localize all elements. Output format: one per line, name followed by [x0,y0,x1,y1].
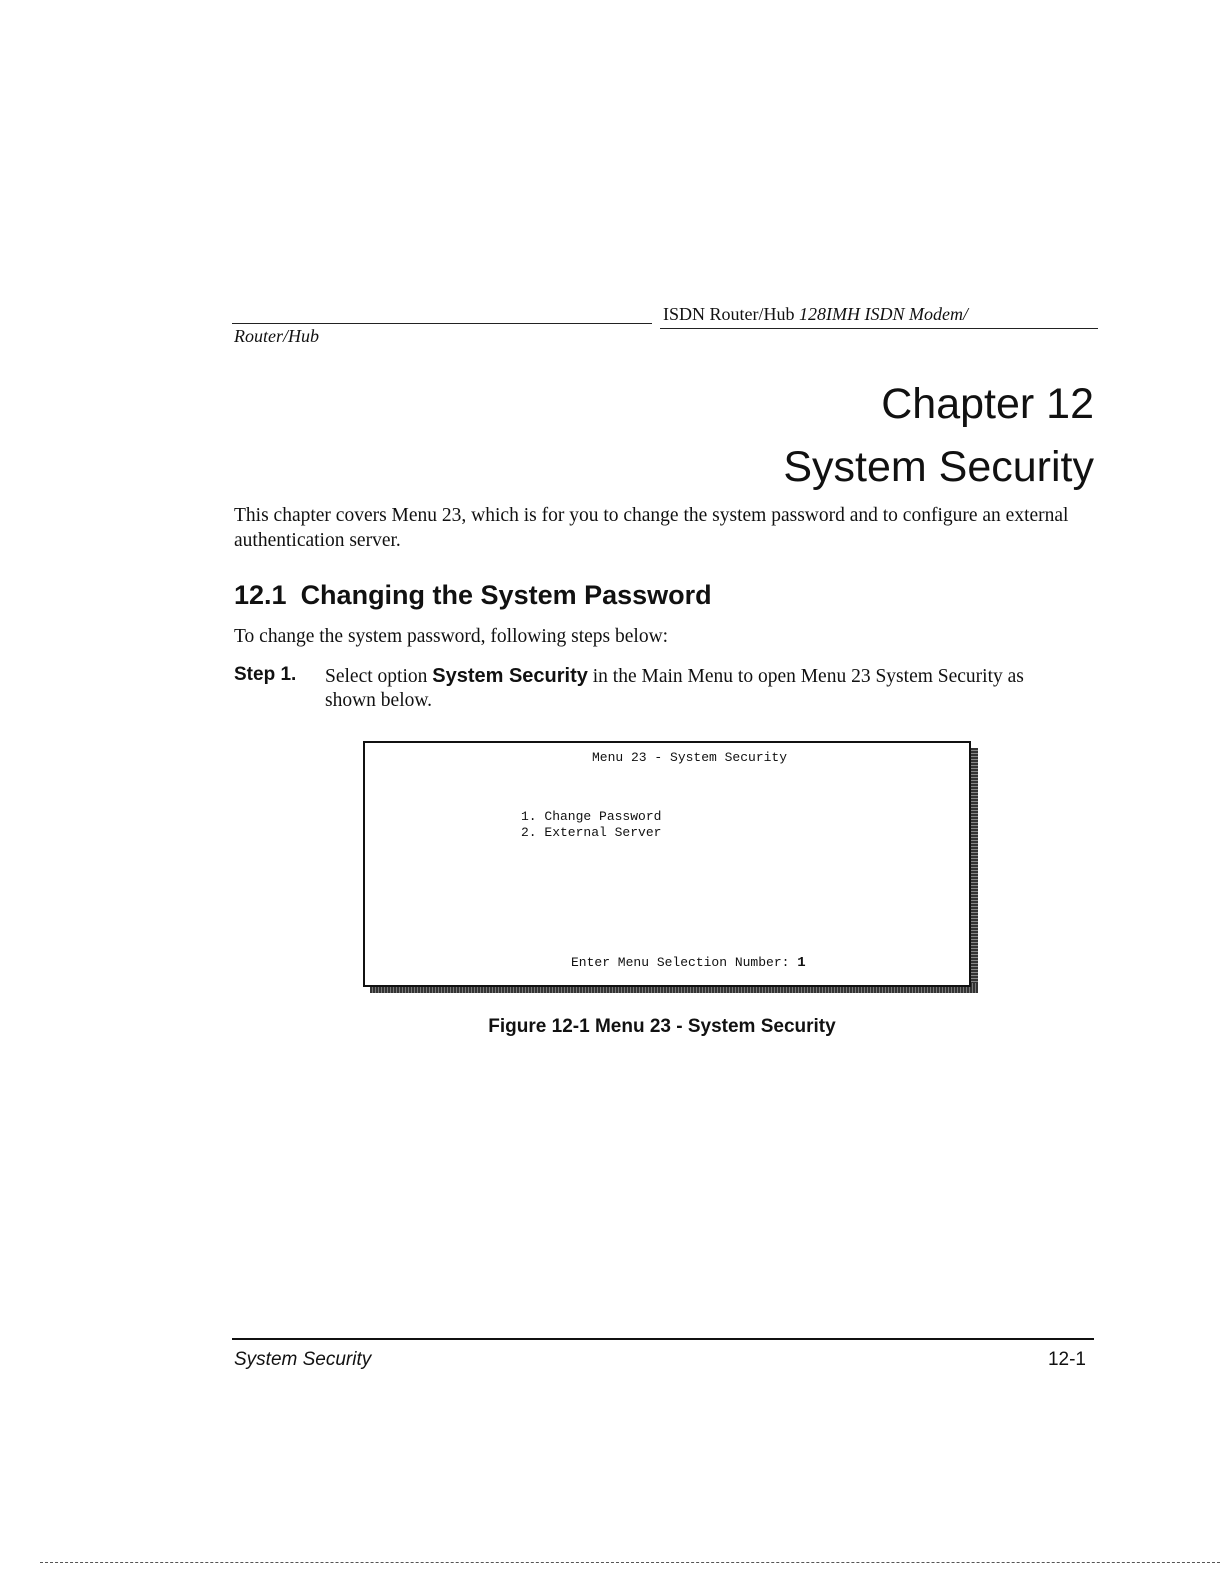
scan-page-edge [40,1562,1220,1563]
header-product-name: ISDN Router/Hub [663,304,795,324]
lead-paragraph: To change the system password, following steps below: [234,626,669,647]
running-header-right [663,304,968,325]
running-header-left: Router/Hub [234,326,319,346]
screen-title: Menu 23 - System Security [592,750,788,765]
footer-section-name: System Security [234,1349,372,1370]
footer-page-number: 12-1 [1047,1349,1086,1370]
step-label: Step 1. [234,664,297,685]
menu-selection-prompt [571,955,806,971]
figure-caption: Figure 12-1 Menu 23 - System Security [488,1016,836,1037]
terminal-screen [363,741,971,987]
step-emphasis: System Security [432,665,588,687]
header-rule-left [232,323,652,324]
section-number: 12.1 [234,580,287,610]
section-heading [234,580,712,611]
section-title: Changing the System Password [300,580,712,610]
menu-option-external-server: 2. External Server [521,825,662,840]
menu-selection-value: 1 [797,955,806,971]
chapter-title: System Security [783,443,1094,491]
footer-rule [232,1338,1094,1340]
intro-paragraph: This chapter covers Menu 23, which is for you to change the system password and to configure an external authentication server. [234,505,1069,551]
header-rule-right [660,328,1098,329]
step-text [325,664,1045,713]
chapter-number: Chapter 12 [881,380,1094,428]
step-text-after: in the Main Menu to open Menu 23 System Security as shown below. [325,666,1024,711]
prompt-label: Enter Menu Selection Number: [571,955,798,970]
menu-option-change-password: 1. Change Password [521,809,662,824]
header-product-model: 128IMH ISDN Modem/ [799,304,968,324]
step-text-before: Select option [325,666,433,687]
